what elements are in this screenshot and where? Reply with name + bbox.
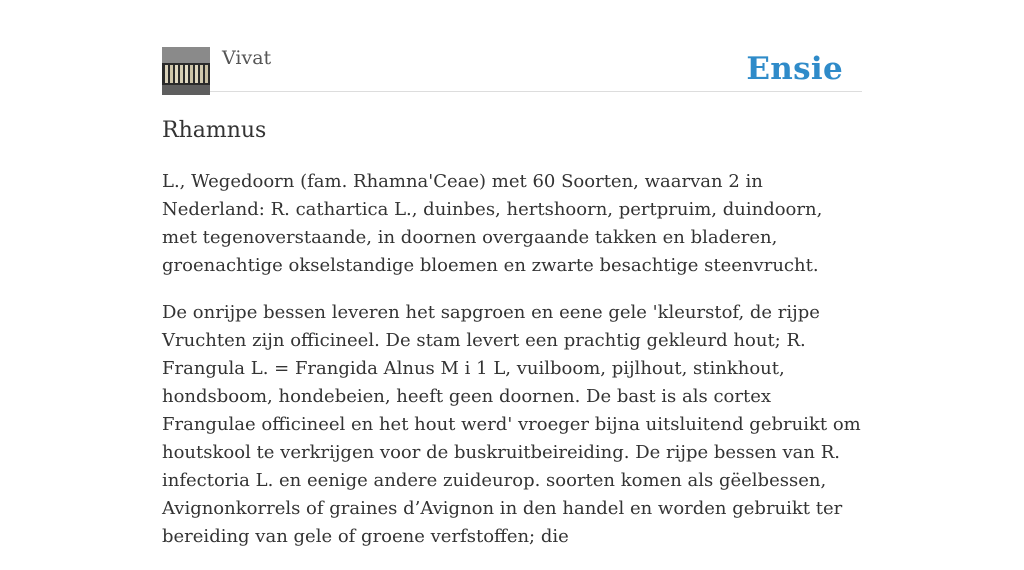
header — [162, 46, 862, 92]
paragraph: De onrijpe bessen leveren het sapgroen en eene gele 'kleurstof, de rijpe Vruchten zijn officineel. De stam levert een prachtig gekleurd hout; R. Frangula L. = Frangida Alnus M i 1 L, vuilboom, pijlhout, stinkhout, hondsboom, hondebeien, heeft geen doornen. De bast is als cortex Frangulae officineel en het hout werd' vroeger bijna uitsluitend gebruikt om houtskool te verkrijgen voor de buskruitbeireiding. De rijpe bessen van R. infectoria L. en eenige andere zuideurop. soorten komen als gëelbessen, Avignonkorrels of graines d’Avignon in den handel en worden gebruikt ter bereiding van gele of groene verfstoffen; die — [162, 302, 861, 547]
article-body — [162, 168, 862, 570]
page-title: Rhamnus — [162, 118, 267, 143]
brand-logo[interactable]: Ensie — [746, 51, 843, 87]
paragraph: L., Wegedoorn (fam. Rhamna'Ceae) met 60 Soorten, waarvan 2 in Nederland: R. cathartica L., duinbes, hertshoorn, pertpruim, duindoorn, met tegenoverstaande, in doornen overgaande takken en bladeren, groenachtige okselstandige bloemen en zwarte besachtige steenvrucht. — [162, 171, 823, 276]
author-name[interactable]: Vivat — [222, 47, 272, 69]
avatar[interactable] — [162, 47, 210, 95]
book-spines-avatar-icon — [162, 47, 210, 95]
